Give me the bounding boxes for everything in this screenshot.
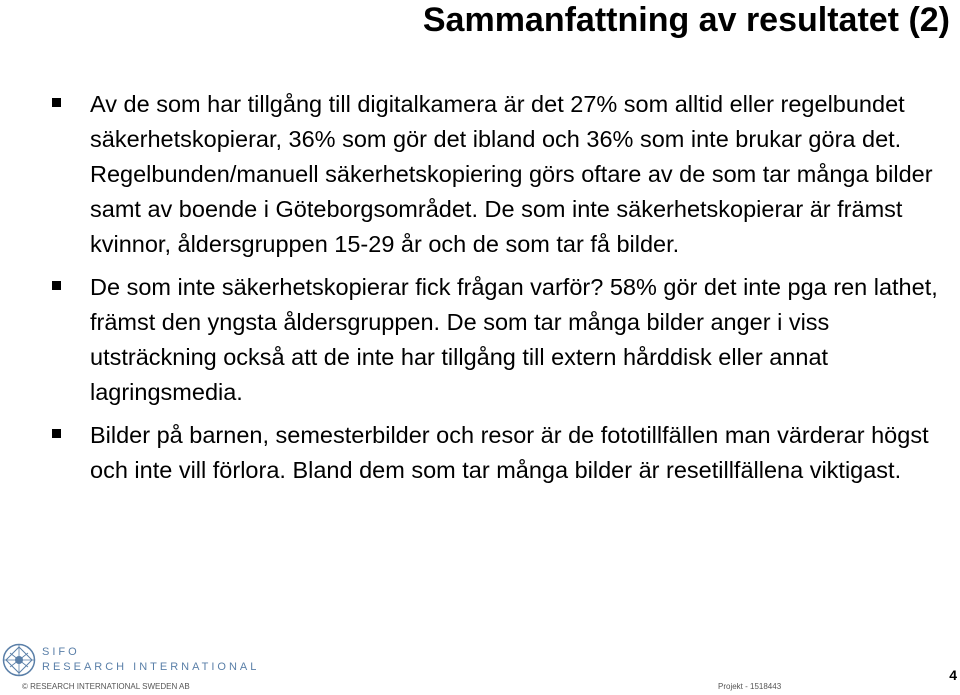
bullet-item bbox=[52, 418, 947, 488]
sifo-logo-icon bbox=[2, 643, 36, 677]
bullet-text: De som inte säkerhetskopierar fick frågan varför? 58% gör det inte pga ren lathet, främst den yngsta åldersgruppen. De som tar många bilder anger i viss utsträckning också att de inte har tillgång till extern hårddisk eller annat lagringsmedia. bbox=[90, 274, 938, 405]
brand-subtitle: RESEARCH INTERNATIONAL bbox=[42, 661, 260, 673]
slide-title: Sammanfattning av resultatet (2) bbox=[422, 1, 950, 39]
bullet-item bbox=[52, 270, 947, 410]
project-number: Projekt - 1518443 bbox=[718, 682, 782, 691]
brand-name: SIFO bbox=[42, 646, 80, 658]
slide-footer bbox=[0, 635, 960, 695]
bullet-item bbox=[52, 87, 947, 262]
page-number: 4 bbox=[949, 667, 957, 683]
square-bullet-icon bbox=[52, 281, 61, 290]
bullet-text: Av de som har tillgång till digitalkamera är det 27% som alltid eller regelbundet säkerhetskopierar, 36% som gör det ibland och 36% som inte brukar göra det. Regelbunden/manuell säkerhetskopiering görs oftare av de som tar många bilder samt av boende i Göteborgsområdet. De som inte säkerhetskopierar är främst kvinnor, åldersgruppen 15-29 år och de som tar få bilder. bbox=[90, 91, 933, 257]
bullet-text: Bilder på barnen, semesterbilder och resor är de fototillfällen man värderar högst och inte vill förlora. Bland dem som tar många bilder är resetillfällena viktigast. bbox=[90, 422, 929, 483]
copyright-notice: © RESEARCH INTERNATIONAL SWEDEN AB bbox=[22, 682, 190, 691]
square-bullet-icon bbox=[52, 429, 61, 438]
bullet-list bbox=[52, 87, 947, 496]
square-bullet-icon bbox=[52, 98, 61, 107]
